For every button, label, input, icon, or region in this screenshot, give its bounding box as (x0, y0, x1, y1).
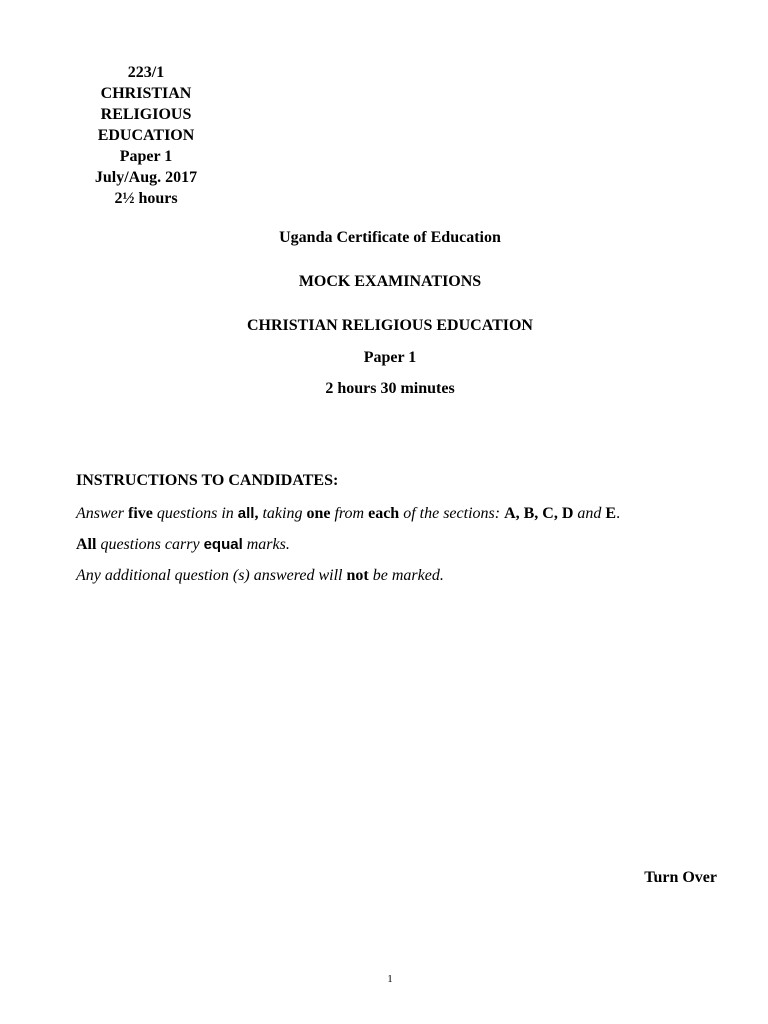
turn-over-label: Turn Over (644, 869, 717, 886)
instr1-emph-e: E (605, 505, 617, 522)
instruction-line-3 (76, 566, 444, 586)
instr3-emph-not: not (346, 567, 369, 584)
instructions-heading: INSTRUCTIONS TO CANDIDATES: (76, 472, 339, 489)
subject-line-3: EDUCATION (97, 127, 195, 144)
instr3-text: Any additional question (s) answered will (76, 567, 347, 584)
instr1-emph-all: all (237, 505, 255, 522)
instr1-text: from (330, 505, 369, 522)
instr1-text: questions in (152, 505, 238, 522)
instr2-emph-equal: equal (203, 536, 243, 553)
subject-line-1: CHRISTIAN (100, 85, 192, 102)
instr3-text: be marked. (368, 567, 444, 584)
paper-number: Paper 1 (119, 148, 173, 165)
exam-type-title: MOCK EXAMINATIONS (298, 273, 482, 290)
instr1-emph-five: five (128, 505, 153, 522)
instr1-text: taking (262, 505, 307, 522)
instr1-period: . (616, 505, 621, 522)
instruction-line-2 (76, 535, 290, 555)
paper-header-block (76, 62, 216, 209)
instr2-text: marks. (242, 536, 290, 553)
instr1-comma: , (254, 505, 263, 522)
subject-line-2: RELIGIOUS (100, 106, 192, 123)
paper-code: 223/1 (127, 64, 165, 81)
paper-duration: 2½ hours (114, 190, 178, 207)
instr1-emph-each: each (368, 505, 400, 522)
page-number: 1 (387, 973, 393, 985)
instr1-emph-sections: A, B, C, D (504, 505, 574, 522)
exam-date: July/Aug. 2017 (94, 169, 198, 186)
instr2-text: questions carry (96, 536, 204, 553)
instr1-text: and (573, 505, 606, 522)
instruction-line-1 (76, 504, 620, 524)
certificate-title: Uganda Certificate of Education (279, 229, 501, 246)
instr2-emph-all: All (76, 536, 97, 553)
paper-title: Paper 1 (363, 349, 417, 366)
instructions-section (76, 471, 736, 584)
instr1-text: Answer (76, 505, 128, 522)
instr1-text: of the sections: (399, 505, 505, 522)
subject-title: CHRISTIAN RELIGIOUS EDUCATION (247, 317, 533, 334)
instr1-emph-one: one (306, 505, 331, 522)
duration-title: 2 hours 30 minutes (325, 380, 455, 397)
